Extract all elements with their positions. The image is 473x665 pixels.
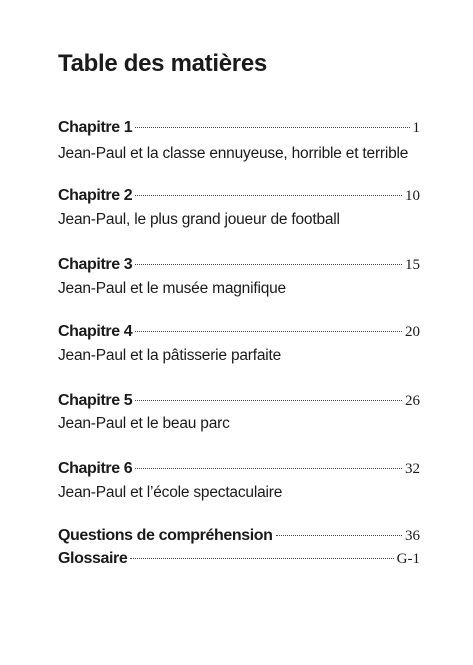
page-number: G-1 xyxy=(396,551,420,567)
toc-entry-chapter-4[interactable] xyxy=(58,323,420,345)
chapter-subtitle: Jean-Paul et le musée magnifique xyxy=(58,280,286,297)
dot-leader xyxy=(135,331,402,332)
page-number: 1 xyxy=(412,120,420,136)
toc-entry-chapter-2[interactable] xyxy=(58,187,420,209)
chapter-label: Chapitre 5 xyxy=(58,392,133,409)
toc-entry-chapter-5[interactable] xyxy=(58,392,420,414)
page-number: 32 xyxy=(405,461,420,477)
dot-leader xyxy=(130,558,393,559)
page-number: 26 xyxy=(405,393,420,409)
chapter-label: Chapitre 2 xyxy=(58,187,133,204)
page-number: 36 xyxy=(405,528,420,544)
section-label: Questions de compréhension xyxy=(58,527,273,544)
chapter-label: Chapitre 4 xyxy=(58,323,133,340)
chapter-subtitle: Jean-Paul, le plus grand joueur de football xyxy=(58,211,340,228)
toc-entry-chapter-3[interactable] xyxy=(58,256,420,278)
dot-leader xyxy=(135,264,402,265)
dot-leader xyxy=(135,468,402,469)
toc-entry-chapter-6[interactable] xyxy=(58,460,420,482)
page-number: 10 xyxy=(405,188,420,204)
toc-entry-glossary[interactable] xyxy=(58,550,420,572)
chapter-subtitle: Jean-Paul et le beau parc xyxy=(58,415,230,432)
toc-entry-chapter-1[interactable] xyxy=(58,119,420,141)
page-number: 20 xyxy=(405,324,420,340)
page-title: Table des matières xyxy=(58,50,267,77)
chapter-subtitle: Jean-Paul et l’école spectaculaire xyxy=(58,484,283,501)
chapter-subtitle: Jean-Paul et la classe ennuyeuse, horrible et terrible xyxy=(58,145,409,162)
dot-leader xyxy=(276,535,402,536)
dot-leader xyxy=(135,400,402,401)
dot-leader xyxy=(135,127,409,128)
dot-leader xyxy=(135,195,402,196)
chapter-label: Chapitre 3 xyxy=(58,256,133,273)
section-label: Glossaire xyxy=(58,550,128,567)
chapter-label: Chapitre 6 xyxy=(58,460,133,477)
toc-entry-questions[interactable] xyxy=(58,527,420,549)
page-number: 15 xyxy=(405,257,420,273)
chapter-label: Chapitre 1 xyxy=(58,119,133,136)
table-of-contents xyxy=(58,0,420,665)
chapter-subtitle: Jean-Paul et la pâtisserie parfaite xyxy=(58,347,282,364)
